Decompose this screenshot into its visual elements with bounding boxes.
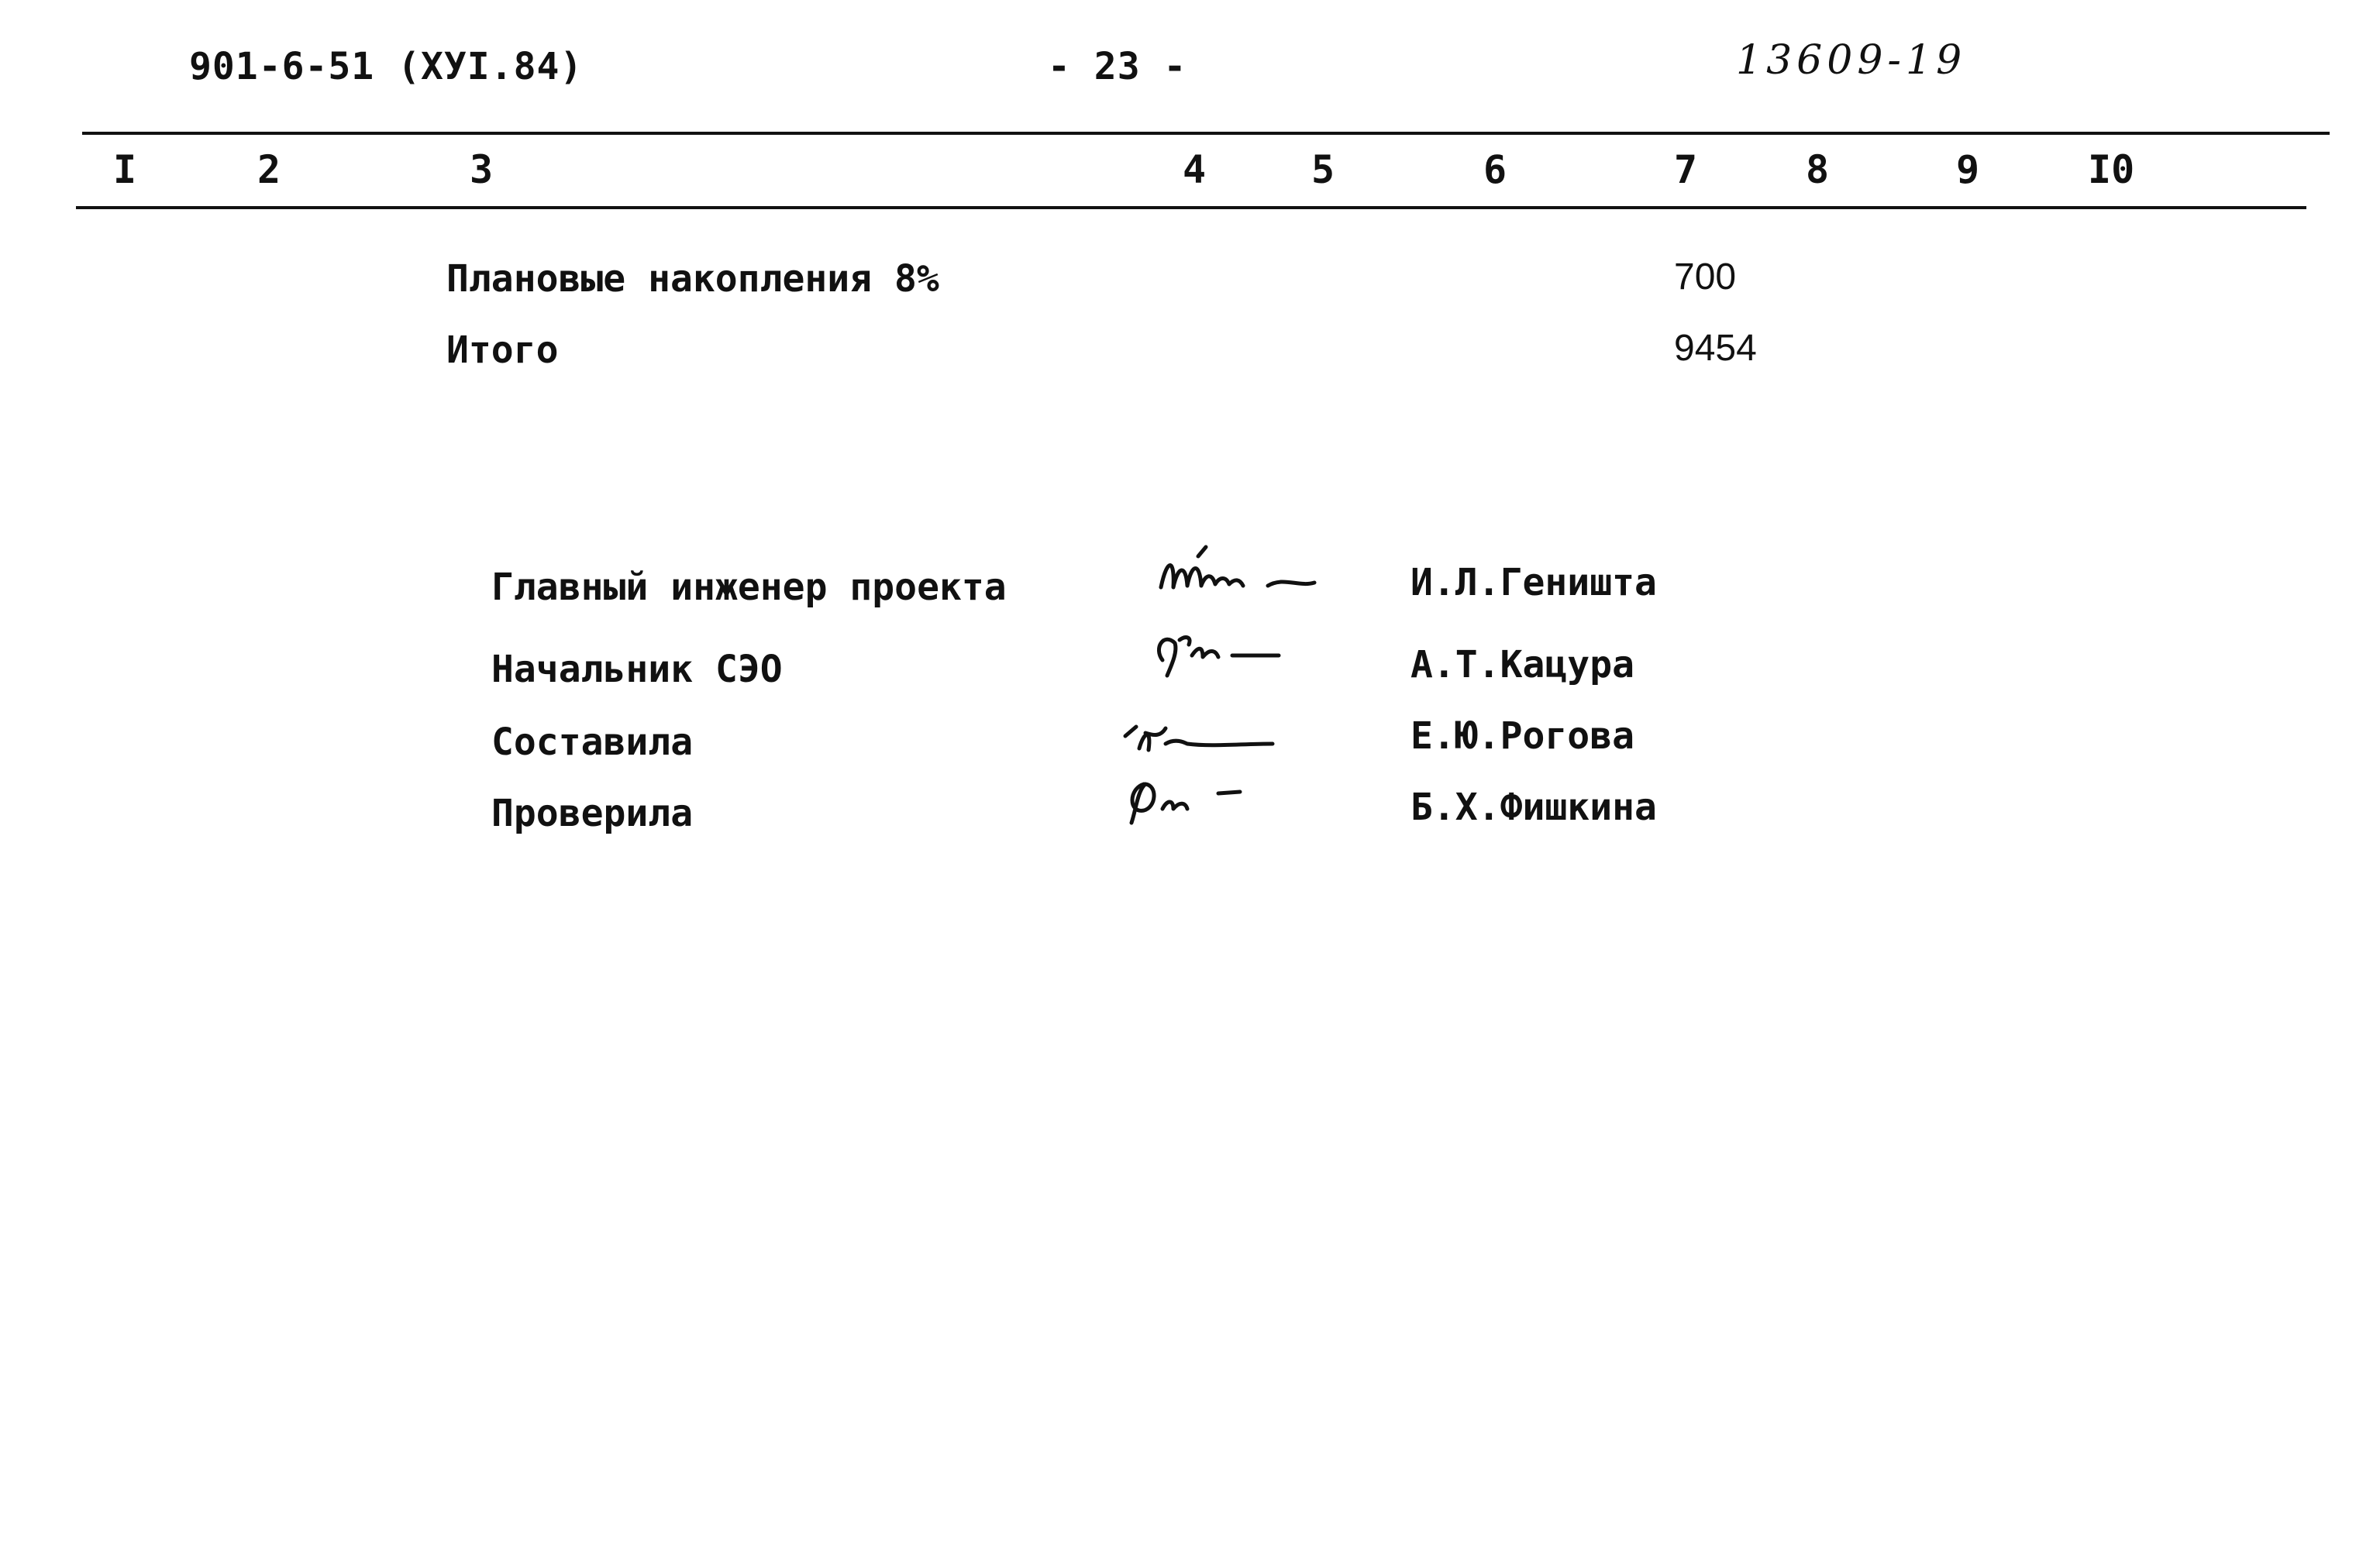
summary-value: 9454 (1674, 328, 1757, 369)
column-number: 7 (1674, 147, 1698, 192)
column-number: 6 (1483, 147, 1507, 192)
signature-scribble (1152, 542, 1338, 612)
signature-name: Е.Ю.Рогова (1410, 714, 1634, 758)
signature-title: Начальник СЭО (491, 648, 783, 691)
column-number: 3 (470, 147, 494, 192)
document-number: 13609-19 (1736, 37, 1967, 84)
top-rule (82, 132, 2330, 135)
column-number: 2 (257, 147, 281, 192)
signature-title: Главный инженер проекта (491, 566, 1007, 609)
signature-name: А.Т.Кацура (1410, 643, 1634, 686)
summary-label: Плановые накопления 8% (446, 257, 939, 301)
project-code: 901-6-51 (XУI.84) (189, 45, 584, 88)
column-number: I (113, 147, 137, 192)
signature-title: Составила (491, 721, 694, 764)
column-number: 4 (1183, 147, 1207, 192)
signature-scribble (1118, 770, 1265, 832)
summary-value: 700 (1674, 256, 1737, 298)
column-number: I0 (2088, 147, 2135, 192)
summary-label: Итого (446, 329, 559, 372)
signature-scribble (1147, 624, 1302, 686)
column-rule (76, 206, 2306, 209)
signature-name: И.Л.Геништа (1410, 561, 1657, 604)
column-number: 9 (1956, 147, 1980, 192)
column-number: 8 (1806, 147, 1830, 192)
page-number: - 23 - (1048, 45, 1187, 88)
signature-name: Б.Х.Фишкина (1410, 786, 1657, 829)
column-number: 5 (1311, 147, 1335, 192)
signature-scribble (1118, 713, 1288, 767)
signature-title: Проверила (491, 792, 694, 835)
